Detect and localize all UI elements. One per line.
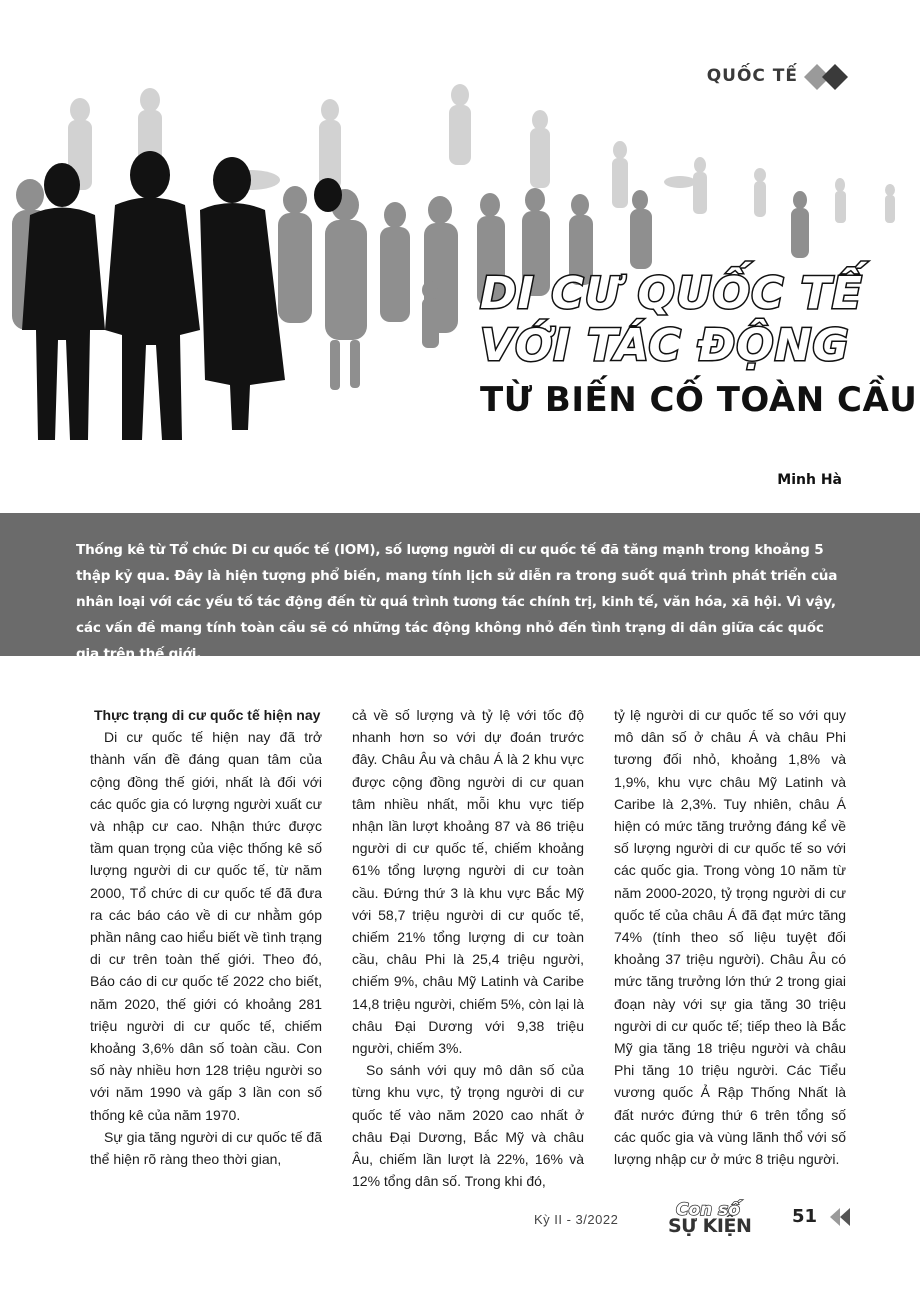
lead-paragraph: Thống kê từ Tổ chức Di cư quốc tế (IOM), số lượng người di cư quốc tế đã tăng mạnh trong khoảng 5 thập kỷ qua. Đây là hiện tượng phổ biến, mang tính lịch sử diễn ra trong suốt quá trình phát triển của nhân loại với các yếu tố tác động đến từ quá trình tương tác chính trị, kinh tế, văn hóa, xã hội. Vì vậy, các vấn đề mang tính toàn cầu sẽ có những tác động không nhỏ đến tình trạng di dân giữa các quốc gia trên thế giới. [76,542,838,662]
article-title [480,268,918,424]
magazine-logo [668,1200,780,1236]
author-byline: Minh Hà [777,472,842,488]
column-1 [90,704,322,1194]
title-line-2: VỚI TÁC ĐỘNG [480,320,850,371]
section-label: QUỐC TẾ [706,66,798,86]
column-2 [352,704,584,1194]
paragraph: tỷ lệ người di cư quốc tế so với quy mô dân số ở châu Á và châu Phi tương đối nhỏ, khoảng 1,8% và 1,9%, khu vực châu Mỹ Latinh và Caribe là 2,3%. Tuy nhiên, châu Á hiện có mức tăng trưởng đáng kể về số lượng người di cư quốc tế so với các quốc gia. Trong vòng 10 năm từ năm 2000-2020, tỷ trọng người di cư quốc tế của châu Á đã đạt mức tăng 74% (tính theo số liệu tuyệt đối khoảng 37 triệu người). Châu Âu có mức tăng trưởng lớn thứ 2 trong giai đoạn này với sự gia tăng 30 triệu người di cư quốc tế; tiếp theo là Bắc Mỹ gia tăng 18 triệu người và châu Phi tăng 10 triệu người. Các Tiểu vương quốc Ả Rập Thống Nhất là đất nước đứng thứ 6 trên tổng số các quốc gia và vùng lãnh thổ với số lượng nhập cư ở mức 8 triệu người. [614,707,846,1168]
column-3 [614,704,846,1194]
section-heading: Thực trạng di cư quốc tế hiện nay [94,707,321,723]
paragraph: Di cư quốc tế hiện nay đã trở thành vấn đề đáng quan tâm của cộng đồng thế giới, nhất là đối với các quốc gia có lượng người xuất cư và nhập cư cao. Nhận thức được tầm quan trọng của việc thống kê số lượng người di cư quốc tế, từ năm 2000, Tổ chức di cư quốc tế đã đưa ra các báo cáo về di cư nhằm góp phần nâng cao hiểu biết về tình trạng di cư trên toàn thế giới. Theo đó, Báo cáo di cư quốc tế 2022 cho biết, năm 2020, thế giới có khoảng 281 triệu người di cư quốc tế, chiếm khoảng 3,6% dân số toàn cầu. Con số này nhiều hơn 128 triệu người so với năm 1990 và gấp 3 lần con số thống kê của năm 1970. [90,729,322,1123]
logo-top-text: Con số [676,1200,740,1220]
title-line-3: TỪ BIẾN CỐ TOÀN CẦU [480,380,918,420]
title-line-1: DI CƯ QUỐC TẾ [480,268,863,319]
header-banner [0,0,920,470]
lead-box [0,513,920,662]
double-diamond-arrow-icon [804,64,850,90]
issue-label: Kỳ II - 3/2022 [534,1212,619,1227]
page-number: 51 [792,1206,818,1227]
paragraph: Sự gia tăng người di cư quốc tế đã thể hiện rõ ràng theo thời gian, [90,1128,322,1168]
double-arrow-left-icon [830,1208,852,1226]
paragraph: So sánh với quy mô dân số của từng khu vực, tỷ trọng người di cư quốc tế vào năm 2020 cao nhất ở châu Đại Dương, Bắc Mỹ và châu Âu, chiếm lần lượt là 22%, 16% và 12% tổng dân số. Trong khi đó, [352,1062,584,1190]
article-body [90,704,846,1194]
logo-bottom-text: SỰ KIỆN [668,1215,752,1237]
paragraph: cả về số lượng và tỷ lệ với tốc độ nhanh hơn so với dự đoán trước đây. Châu Âu và châu Á là 2 khu vực được cộng đồng người di cư quan tâm nhiều nhất, mỗi khu vực tiếp nhận lần lượt khoảng 87 và 86 triệu người di cư quốc tế, chiếm khoảng 61% tổng lượng người di cư toàn cầu. Đứng thứ 3 là khu vực Bắc Mỹ với 58,7 triệu người di cư quốc tế, chiếm 21% tổng lượng di cư toàn cầu, châu Phi là 25,4 triệu người, chiếm 9%, châu Mỹ Latinh và Caribe 14,8 triệu người, chiếm 5%, còn lại là châu Đại Dương với 9,38 triệu người, chiếm 3%. [352,707,584,1057]
